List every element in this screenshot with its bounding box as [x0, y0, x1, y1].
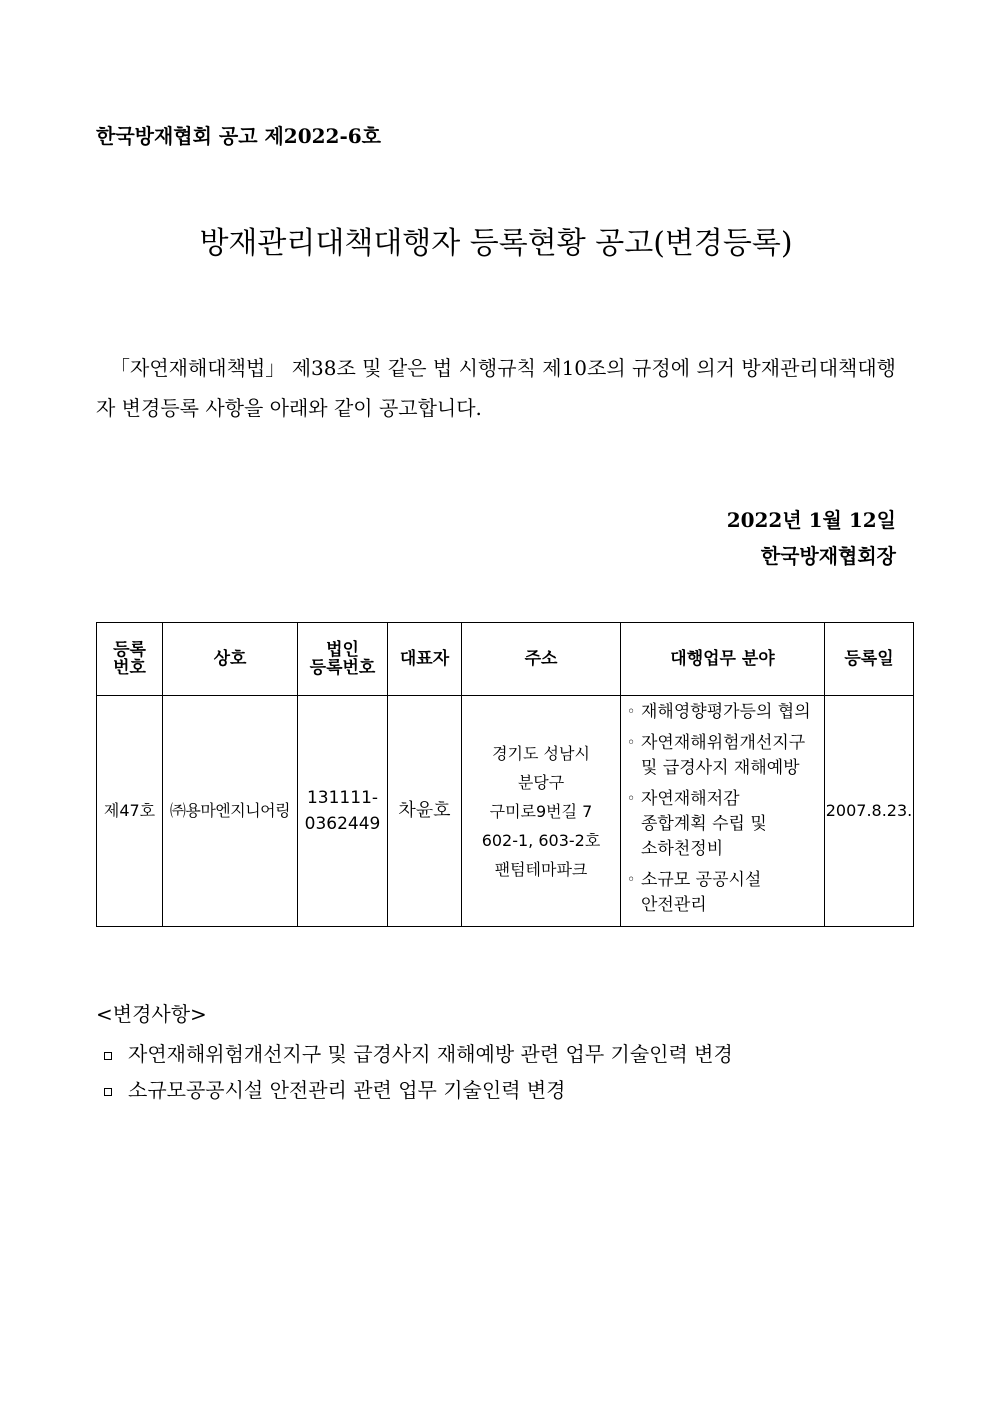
header-corp-no: 법인 등록번호	[298, 623, 388, 696]
notice-date: 2022년 1월 12일	[726, 508, 896, 532]
cell-fields	[621, 696, 825, 927]
change-text: 소규모공공시설 안전관리 관련 업무 기술인력 변경	[128, 1078, 566, 1102]
change-text: 자연재해위험개선지구 및 급경사지 재해예방 관련 업무 기술인력 변경	[128, 1042, 733, 1066]
issuer-name: 한국방재협회장	[760, 544, 896, 568]
list-item: ◦ 소규모 공공시설 안전관리	[621, 868, 824, 918]
square-bullet-icon	[104, 1052, 112, 1060]
header-representative: 대표자	[388, 623, 462, 696]
square-bullet-icon	[104, 1088, 112, 1096]
cell-company: ㈜용마엔지니어링	[163, 696, 298, 927]
table-row	[97, 696, 914, 927]
table-header-row	[97, 623, 914, 696]
cell-reg-date: 2007.8.23.	[825, 696, 914, 927]
header-reg-date: 등록일	[825, 623, 914, 696]
header-reg-no: 등록 번호	[97, 623, 163, 696]
registration-table	[96, 622, 914, 927]
notice-number: 한국방재협회 공고 제2022-6호	[96, 124, 382, 148]
list-item	[96, 1036, 733, 1072]
header-address: 주소	[462, 623, 621, 696]
document-title: 방재관리대책대행자 등록현황 공고(변경등록)	[199, 226, 793, 261]
cell-representative: 차윤호	[388, 696, 462, 927]
list-item	[96, 1072, 733, 1108]
header-fields: 대행업무 분야	[621, 623, 825, 696]
list-item: ◦ 재해영향평가등의 협의	[621, 700, 824, 725]
cell-corp-no: 131111- 0362449	[298, 696, 388, 927]
fields-list	[621, 696, 824, 918]
changes-list	[96, 1036, 733, 1108]
cell-address: 경기도 성남시 분당구 구미로9번길 7 602-1, 603-2호 팬텀테마파크	[462, 696, 621, 927]
cell-reg-no: 제47호	[97, 696, 163, 927]
list-item: ◦ 자연재해위험개선지구 및 급경사지 재해예방	[621, 731, 824, 781]
header-company: 상호	[163, 623, 298, 696]
body-paragraph: 「자연재해대책법」 제38조 및 같은 법 시행규칙 제10조의 규정에 의거 방재관리대책대행자 변경등록 사항을 아래와 같이 공고합니다.	[96, 356, 896, 420]
changes-title: <변경사항>	[96, 1002, 207, 1026]
list-item: ◦ 자연재해저감 종합계획 수립 및 소하천정비	[621, 787, 824, 862]
